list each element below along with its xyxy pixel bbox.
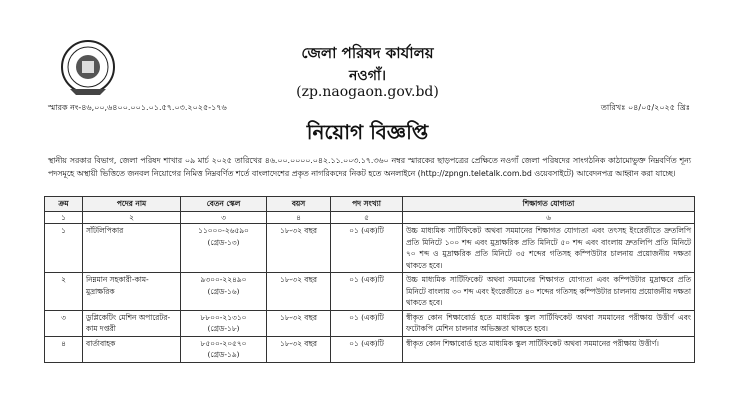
table-row [45, 336, 695, 362]
memo-date: তারিখঃ ০৪/০৫/২০২৫ খ্রিঃ [600, 103, 690, 112]
cell-qualification: স্বীকৃত কোন শিক্ষাবোর্ড হতে মাধ্যমিক স্কুল সার্টিফিকেট অথবা সমমানের পরীক্ষায় উত্তীর্ণ এবং ফটোকপি মেশিন চালনার অভিজ্ঞতা থাকতে হবে। [403, 310, 695, 336]
cell-scale [181, 310, 267, 336]
cell-post: বার্তাবাহক [83, 336, 181, 362]
cell-scale [181, 336, 267, 362]
table-row [45, 310, 695, 336]
cell-post: ডুপ্লিকেটিং মেশিন অপারেটর-কাম দপ্তরী [83, 310, 181, 336]
grade-value: (গ্রেড-১৯) [207, 350, 240, 359]
header-serial: ক্রম [45, 197, 83, 212]
grade-value: (গ্রেড-১৬) [207, 286, 240, 296]
cell-serial: ২ [45, 273, 83, 311]
memo-number: স্মারক নং-৪৬,০০,৬৪০০.০০১.০১.৫৭.০৩.২০২৫-১৭৬ [48, 103, 227, 112]
scale-value: ৮৫০০-২০৫৭০ [200, 338, 247, 348]
table-header-row [45, 197, 695, 212]
cell-age: ১৮-৩২ বছর [267, 273, 331, 311]
column-number: ২ [83, 211, 181, 224]
column-number: ১ [45, 211, 83, 224]
cell-scale [181, 273, 267, 311]
header-qualification: শিক্ষাগত যোগ্যতা [403, 197, 695, 212]
column-number-row [45, 211, 695, 224]
cell-qualification: উচ্চ মাধ্যমিক সার্টিফিকেট অথবা সমমানের শিক্ষাগত যোগ্যতা এবং কম্পিউটার মুদ্রাক্ষরে প্রতি মিনিটে বাংলায় ৩০ শব্দ এবং ইংরেজীতে ৪০ শব্দের গতিসহ কম্পিউটার চালনায় প্রয়োজনীয় দক্ষতা থাকতে হবে। [403, 273, 695, 311]
district-name: নওগাঁ। [349, 68, 386, 84]
cell-count: ০১ (এক)টি [331, 310, 403, 336]
column-number: ৬ [403, 211, 695, 224]
cell-post: নিম্নমান সহকারী-কাম-মুদ্রাক্ষরিক [83, 273, 181, 311]
header-scale: বেতন স্কেল [181, 197, 267, 212]
cell-age: ১৮-৩২ বছর [267, 224, 331, 273]
notice-headline: নিয়োগ বিজ্ঞপ্তি [306, 120, 429, 144]
cell-scale [181, 224, 267, 273]
header-age: বয়স [267, 197, 331, 212]
office-website: (zp.naogaon.gov.bd) [296, 84, 439, 100]
grade-value: (গ্রেড-১৩) [207, 237, 240, 247]
grade-value: (গ্রেড-১৮) [207, 324, 240, 333]
cell-serial: ৪ [45, 336, 83, 362]
cell-count: ০১ (এক)টি [331, 224, 403, 273]
cell-count: ০১ (এক)টি [331, 273, 403, 311]
column-number: ৪ [267, 211, 331, 224]
vacancy-table [44, 196, 695, 363]
column-number: ৫ [331, 211, 403, 224]
scale-value: ৯৩০০-২২৪৯০ [200, 275, 247, 284]
cell-qualification: উচ্চ মাধ্যমিক সার্টিফিকেট অথবা সমমানের শিক্ষাগত যোগ্যতা এবং তৎসহ ইংরেজীতে দ্রুতলিপি প্রতি মিনিটে ১০০ শব্দ এবং মুদ্রাক্ষরিক প্রতি মিনিটে ৫০ শব্দ এবং বাংলায় দ্রুতলিপি প্রতি মিনিটে ৭০ শব্দ ও মুদ্রাক্ষরিক প্রতি মিনিটে ৩৫ শব্দের গতিসহ কম্পিউটার চালনায় প্রয়োজনীয় দক্ষতা থাকতে হবে। [403, 224, 695, 273]
table-row [45, 273, 695, 311]
scale-value: ১১০০০-২৬৫৯০ [198, 226, 249, 235]
cell-qualification: স্বীকৃত কোন শিক্ষাবোর্ড হতে মাধ্যমিক স্কুল সার্টিফিকেট অথবা সমমানের পরীক্ষায় উত্তীর্ণ। [403, 336, 695, 362]
cell-age: ১৮-৩২ বছর [267, 310, 331, 336]
column-number: ৩ [181, 211, 267, 224]
cell-age: ১৮-৩২ বছর [267, 336, 331, 362]
cell-count: ০১ (এক)টি [331, 336, 403, 362]
header-post: পদের নাম [83, 197, 181, 212]
intro-paragraph: স্থানীয় সরকার বিভাগ, জেলা পরিষদ শাখার ০৯ মার্চ ২০২৫ তারিখের ৪৬.০০.০০০০.০৪২.১১.০০৩.১৭.৩৬০ নম্বর স্মারকের ছাড়পত্রের প্রেক্ষিতে নওগাঁ জেলা পরিষদের সাংগঠনিক কাঠামোভুক্ত নিম্নবর্ণিত শূন্য পদসমূহে অস্থায়ী ভিত্তিতে জনবল নিয়োগের নিমিত্ত নিম্নবর্ণিত শর্তে বাংলাদেশের প্রকৃত নাগরিকদের নিকট হতে অনলাইনে (http://zpngn.teletalk.com.bd ওয়েবসাইটে) আবেদনপত্র আহ্বান করা যাচ্ছে। [48, 156, 691, 178]
table-row [45, 224, 695, 273]
cell-serial: ১ [45, 224, 83, 273]
office-title: জেলা পরিষদ কার্যালয় [301, 44, 434, 62]
cell-serial: ৩ [45, 310, 83, 336]
cell-post: সাঁটলিপিকার [83, 224, 181, 273]
scale-value: ৮৮০০-২১৩১০ [200, 312, 247, 322]
header-count: পদ সংখ্যা [331, 197, 403, 212]
